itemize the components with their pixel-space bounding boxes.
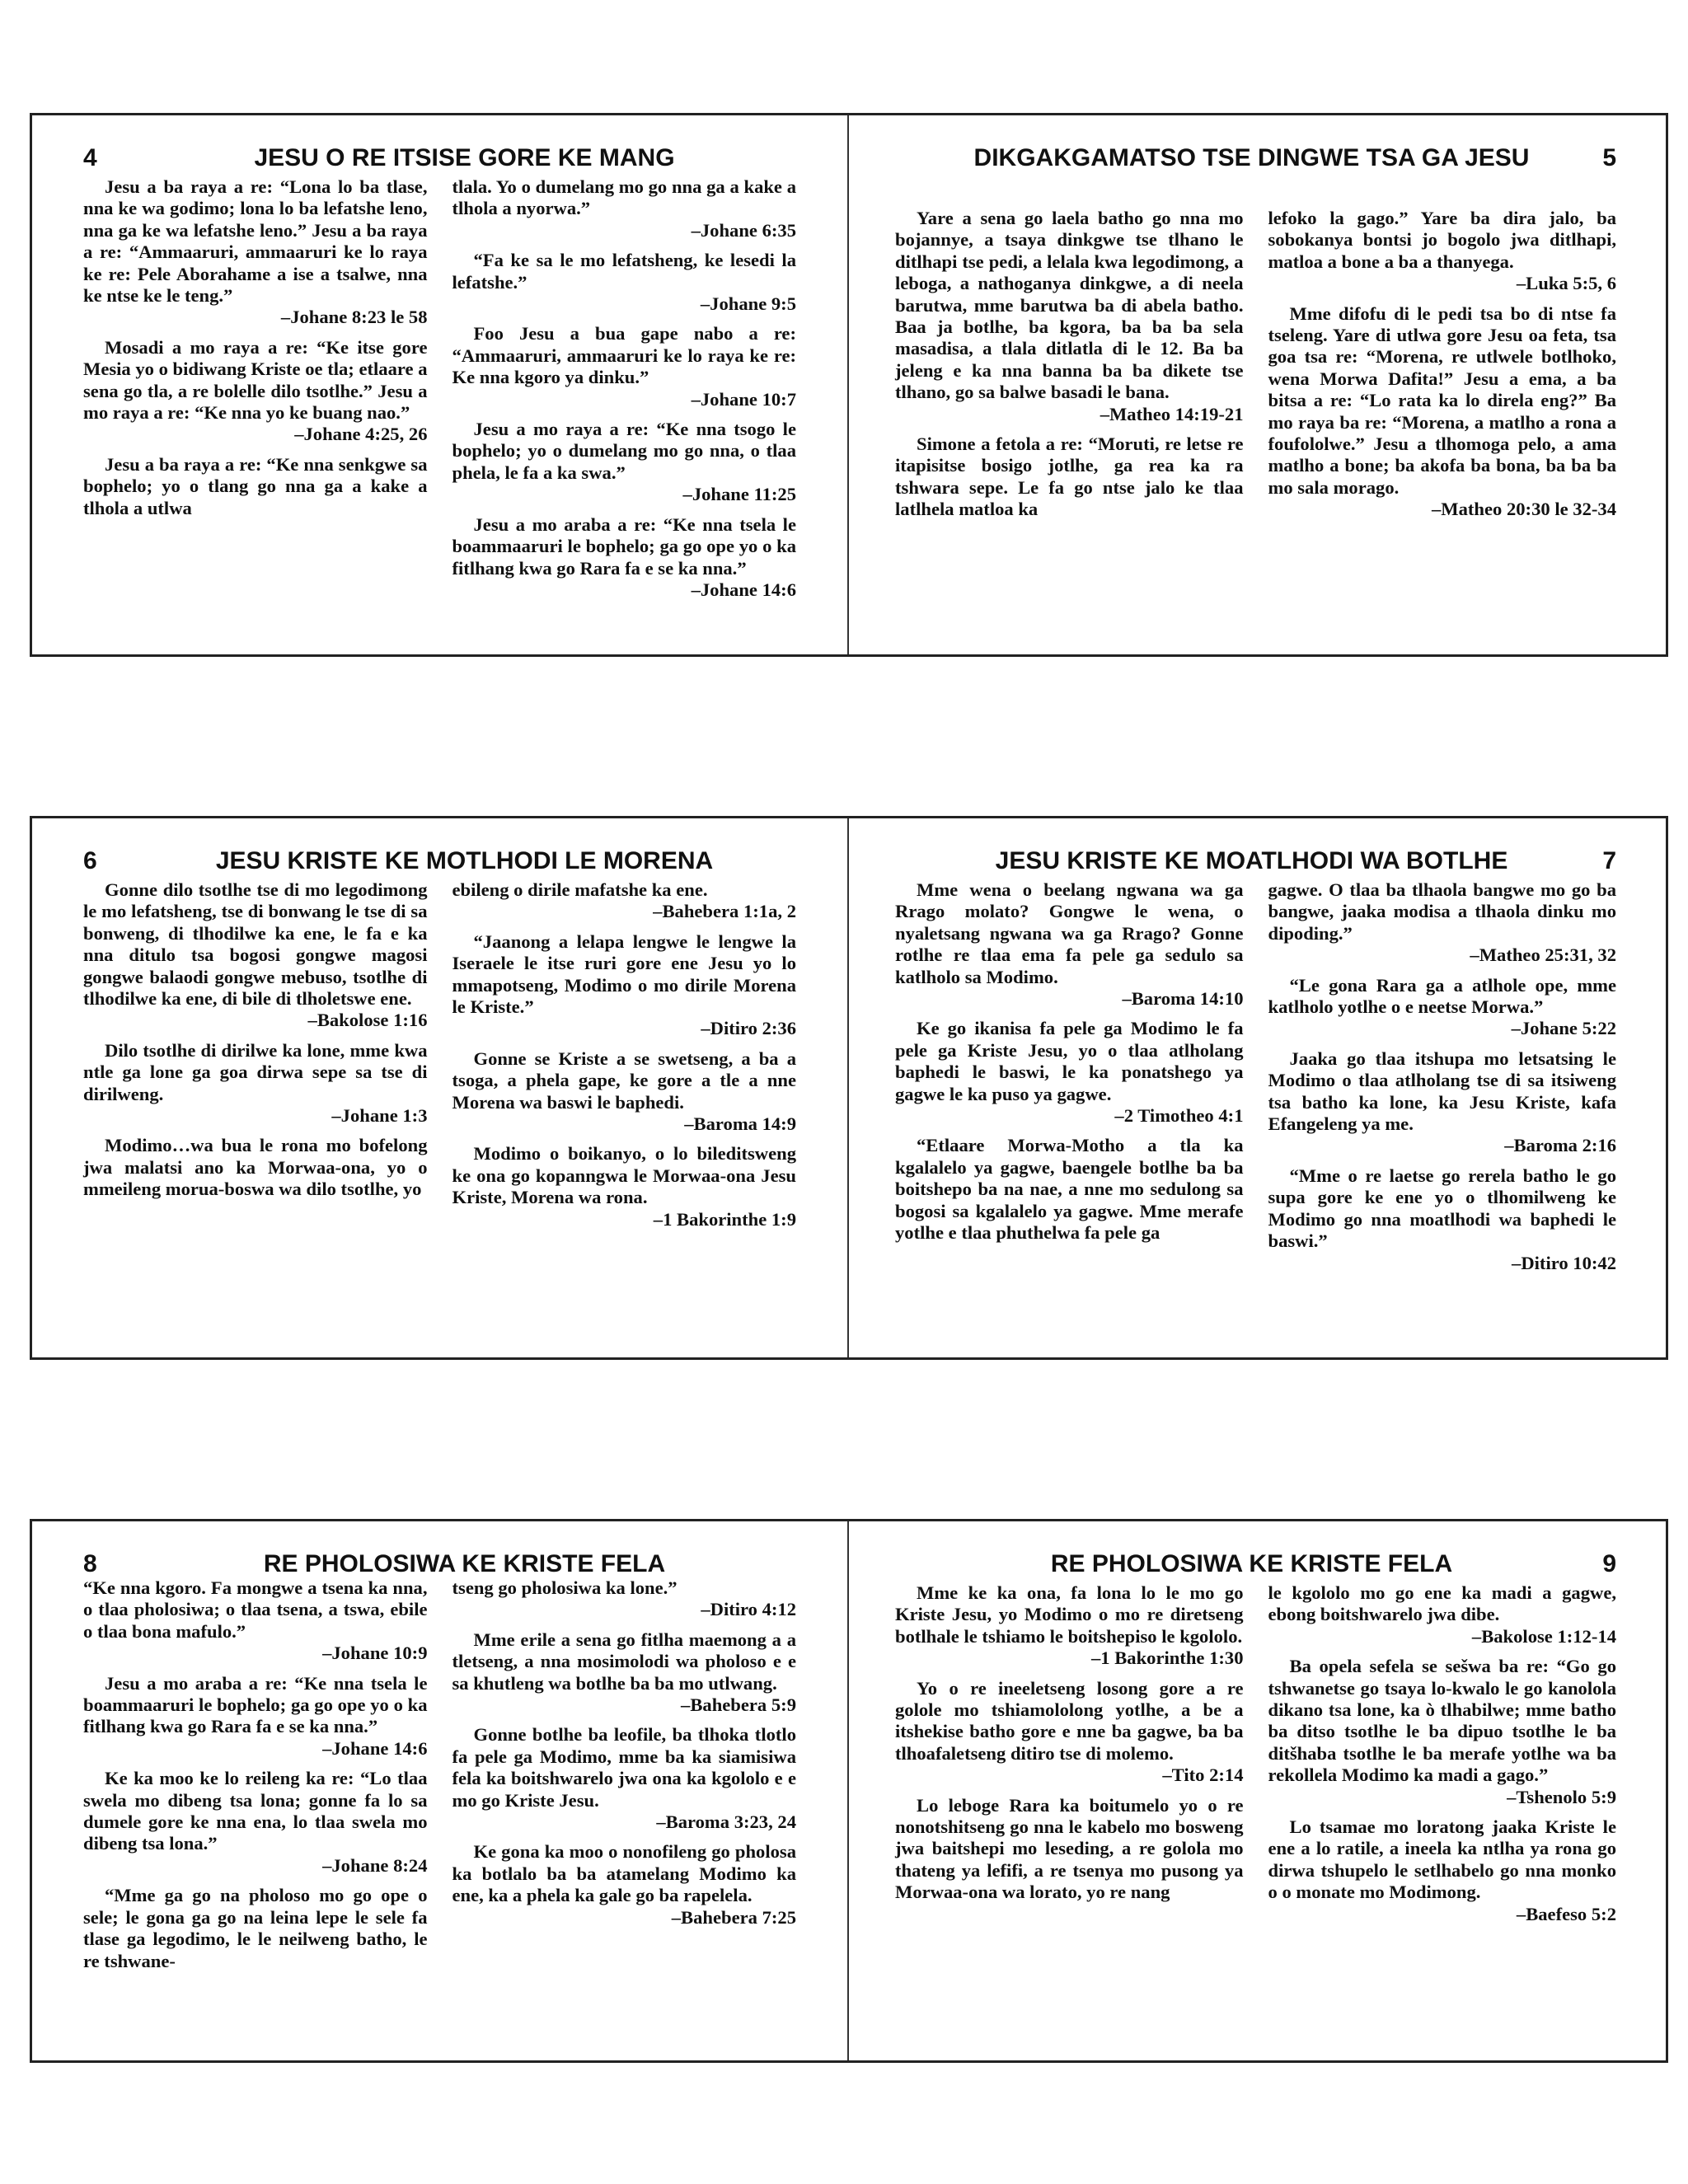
scripture-reference: –Matheo 25:31, 32	[1470, 944, 1616, 966]
scripture-reference: –Ditiro 4:12	[701, 1599, 796, 1620]
columns	[895, 208, 1616, 521]
page-header	[895, 1549, 1616, 1582]
verse-text: Gonne dilo tsotlhe tse di mo legodimong le mo lefatsheng, tse di bonwang le tse di sa bonweng, di tlhodilwe ka ene, le fa e ka nna ditulo tsa bogosi gongwe magosi gongwe balaodi gongwe mebuso, tsotlhe di tlhodilwe ka ene, di bile di tlholetswe ene.	[83, 879, 428, 1010]
verse-paragraph	[452, 419, 797, 506]
verse-paragraph	[1268, 879, 1617, 967]
scripture-reference: –Baroma 3:23, 24	[656, 1811, 796, 1833]
verse-paragraph	[452, 879, 797, 923]
verse-text: Mosadi a mo raya a re: “Ke itse gore Mesia yo o bidiwang Kriste oe tla; etlaare a sena go tla, a re bolelle dilo tsotlhe.” Jesu a mo raya a re: “Ke nna yo ke buang nao.”	[83, 336, 428, 424]
verse-text: Mme ke ka ona, fa lona lo le mo go Kriste Jesu, yo Modimo o mo re diretseng botlhale le tshiamo le boitshepiso le kgololo.	[895, 1582, 1244, 1647]
verse-paragraph	[83, 1673, 428, 1760]
verse-text: tseng go pholosiwa ka lone.”	[452, 1577, 678, 1598]
scripture-reference: –1 Bakorinthe 1:30	[1090, 1647, 1244, 1669]
verse-paragraph	[1268, 1582, 1617, 1647]
column-right	[1268, 1582, 1617, 1925]
column-left	[83, 879, 428, 1230]
scripture-reference: –Baroma 2:16	[1504, 1135, 1616, 1156]
verse-paragraph	[895, 1795, 1244, 1904]
scripture-reference: –Bakolose 1:12-14	[1471, 1625, 1616, 1647]
verse-paragraph	[1268, 1165, 1617, 1274]
verse-text: Mme wena o beelang ngwana wa ga Rrago molato? Gongwe le wena, o nyaletsang ngwana wa ga Rrago? Gonne rotlhe re tlaa ema fa pele ga sedulo sa katlholo sa Modimo.	[895, 879, 1244, 987]
column-left	[895, 1582, 1244, 1925]
scripture-reference: –Matheo 14:19-21	[1100, 403, 1244, 424]
page-title: RE PHOLOSIWA KE KRISTE FELA	[263, 1550, 666, 1577]
verse-text: Simone a fetola a re: “Moruti, re letse re itapisitse bosigo jotlhe, ga rea ka ra tshwara sepe. Le fa go ntse jalo ke tlaa latlhela matloa ka	[895, 434, 1244, 520]
verse-text: Jesu a mo araba a re: “Ke nna tsela le boammaaruri le bophelo; ga go ope yo o ka fitlhang kwa go Rara fa e se ka nna.”	[452, 513, 796, 579]
verse-paragraph	[895, 879, 1244, 1010]
scripture-reference: –Johane 4:25, 26	[294, 424, 428, 445]
verse-text: Yare a sena go laela batho go nna mo bojannye, a tsaya dinkgwe tse tlhano le ditlhapi tse pedi, a lelala kwa legodimong, a leboga, a nathoganya dinkgwe, a di neela barutwa, mme barutwa ba di abela batho. Baa ja botlhe, ba kgora, ba ba ba sela masadisa, a tlala ditlatla di le 12. Ba ba jeleng e ka nna banna ba ba dikete tse tlhano, go sa balwe basadi le bana.	[895, 208, 1244, 403]
verse-paragraph	[83, 1885, 428, 1972]
spread-pages-8-9	[30, 1519, 1668, 2063]
verse-text: “Ke nna kgoro. Fa mongwe a tsena ka nna, o tlaa pholosiwa; o tlaa tsena, a tswa, ebile o tlaa bona mafulo.”	[83, 1577, 428, 1642]
verse-text: lefoko la gago.” Yare ba dira jalo, ba sobokanya bontsi jo bogolo jwa ditlhapi, matloa a bone a ba a thanyega.	[1268, 208, 1616, 272]
verse-paragraph	[452, 931, 797, 1040]
page	[32, 115, 849, 654]
columns	[895, 1582, 1616, 1925]
page-number: 8	[83, 1550, 97, 1577]
verse-text: Jaaka go tlaa itshupa mo letsatsing le Modimo o tlaa atlholang tse di sa itsiweng tsa batho ka lone, ka Jesu Kriste, kafa Efangeleng ya me.	[1268, 1047, 1616, 1135]
verse-paragraph	[83, 1040, 428, 1127]
column-right	[452, 1577, 797, 1972]
verse-paragraph	[452, 1048, 797, 1136]
scripture-reference: –Johane 1:3	[331, 1105, 428, 1127]
verse-text: “Fa ke sa le mo lefatsheng, ke lesedi la lefatshe.”	[452, 250, 796, 293]
scripture-reference: –Johane 5:22	[1511, 1018, 1616, 1039]
page-header	[83, 1549, 796, 1577]
column-right	[452, 879, 797, 1230]
scripture-reference: –Johane 9:5	[700, 293, 796, 315]
verse-text: Ke gona ka moo o nonofileng go pholosa ka botlalo ba ba atamelang Modimo ka ene, ka a phela ka gale go ba rapelela.	[452, 1841, 796, 1906]
verse-paragraph	[895, 208, 1244, 425]
verse-text: Gonne se Kriste a se swetseng, a ba a tsoga, a phela gape, ke gore a tle a nne Morena wa baswi le baphedi.	[452, 1047, 796, 1113]
page-title: JESU O RE ITSISE GORE KE MANG	[254, 144, 675, 171]
verse-paragraph	[83, 454, 428, 519]
verse-paragraph	[1268, 208, 1617, 295]
verse-text: Dilo tsotlhe di dirilwe ka lone, mme kwa ntle ga lone ga goa dirwa sepe sa tse di dirilweng.	[83, 1039, 428, 1104]
verse-paragraph	[452, 1724, 797, 1833]
page-header	[895, 846, 1616, 879]
scripture-reference: –Matheo 20:30 le 32-34	[1431, 499, 1616, 520]
verse-text: Modimo o boikanyo, o lo bileditsweng ke ona go kopanngwa le Morwaa-ona Jesu Kriste, Morena wa rona.	[452, 1143, 796, 1208]
column-left	[895, 208, 1244, 521]
scripture-reference: –1 Bakorinthe 1:9	[653, 1208, 796, 1230]
scripture-reference: –Johane 8:24	[322, 1854, 428, 1876]
column-left	[83, 1577, 428, 1972]
columns	[83, 879, 796, 1230]
verse-paragraph	[83, 1135, 428, 1200]
scripture-reference: –Johane 8:23 le 58	[280, 307, 428, 328]
verse-text: Yo o re ineeletseng losong gore a re golole mo tshiamololong yotlhe, a be a itshekise batho gore e nne ba gagwe, ba ba tlhoafaletseng ditiro tse di molemo.	[895, 1677, 1244, 1764]
page-number: 7	[1602, 847, 1616, 874]
verse-paragraph	[895, 1135, 1244, 1244]
verse-paragraph	[83, 337, 428, 446]
verse-text: Ba opela sefela se sešwa ba re: “Go go tshwanetse go tsaya lo-kwalo le go kanolola dikano tsa lone, ka ò tlhabilwe; mme batho ba ditso tsotlhe le ba dipuo tsotlhe le ba ditšhaba tsotlhe le ba merafe yotlhe wa ba rekollela Modimo ka madi a gago.”	[1268, 1656, 1616, 1786]
scripture-reference: –Ditiro 2:36	[701, 1018, 796, 1039]
page-header	[895, 143, 1616, 208]
spread-pages-6-7	[30, 816, 1668, 1360]
page-number: 5	[1602, 144, 1616, 171]
verse-paragraph	[895, 1582, 1244, 1670]
verse-text: ebileng o dirile mafatshe ka ene.	[452, 879, 708, 900]
verse-paragraph	[83, 879, 428, 1032]
verse-text: Foo Jesu a bua gape nabo a re: “Ammaaruri, ammaaruri ke lo raya ke re: Ke nna kgoro ya dinku.”	[452, 323, 796, 388]
verse-text: Modimo…wa bua le rona mo bofelong jwa malatsi ano ka Morwaa-ona, yo o mmeileng morua-boswa wa dilo tsotlhe, yo	[83, 1135, 428, 1200]
verse-text: Mme difofu di le pedi tsa bo di ntse fa tseleng. Yare di utlwa gore Jesu oa feta, tsa goa tsa re: “Morena, re utlwele botlhoko, wena Morwa Dafita!” Jesu a ema, a ba bitsa a re: “Lo rata ka lo direla eng?” Ba mo raya ba re: “Morena, a matlho a rona a foufololwe.” Jesu a tlhomoga pelo, a ama matlho a bone; ba akofa ba bona, ba ba ba mo sala morago.	[1268, 302, 1616, 498]
column-left	[895, 879, 1244, 1274]
verse-text: Jesu a mo araba a re: “Ke nna tsela le boammaaruri le bophelo; ga go ope yo o ka fitlhang kwa go Rara fa e se ka nna.”	[83, 1672, 428, 1737]
page-title: RE PHOLOSIWA KE KRISTE FELA	[1050, 1550, 1453, 1577]
page	[849, 1521, 1666, 2060]
scripture-reference: –Johane 14:6	[691, 579, 796, 600]
scripture-reference: –Bahebera 7:25	[671, 1906, 796, 1928]
scripture-reference: –Ditiro 10:42	[1512, 1252, 1616, 1273]
verse-paragraph	[1268, 975, 1617, 1040]
columns	[83, 1577, 796, 1972]
page	[849, 818, 1666, 1357]
scripture-reference: –Johane 11:25	[682, 484, 796, 505]
verse-paragraph	[452, 1629, 797, 1717]
verse-text: “Jaanong a lelapa lengwe le lengwe la Iseraele le itse ruri gore ene Jesu yo lo mmapotseng, Modimo o mo dirile Morena le Kriste.”	[452, 930, 796, 1018]
verse-text: Lo leboge Rara ka boitumelo yo o re nonotshitseng go nna le kabelo mo bosweng jwa baitshepi mo leseding, a re golola mo thateng ya lefifi, a re tsenya mo pusong ya Morwaa-ona wa lorato, yo re nang	[895, 1794, 1244, 1903]
verse-text: Jesu a ba raya a re: “Ke nna senkgwe sa bophelo; yo o tlang go nna ga a kake a tlhola a utlwa	[83, 453, 428, 518]
verse-paragraph	[452, 514, 797, 602]
verse-paragraph	[1268, 1048, 1617, 1157]
verse-text: “Mme o re laetse go rerela batho le go supa gore ke ene yo o tlhomilweng ke Modimo go nna moatlhodi wa baphedi le baswi.”	[1268, 1165, 1616, 1252]
page	[32, 818, 849, 1357]
scripture-reference: –Baroma 14:10	[1122, 988, 1244, 1010]
column-right	[1268, 879, 1617, 1274]
verse-paragraph	[1268, 1816, 1617, 1925]
page-number: 6	[83, 847, 97, 874]
verse-text: Gonne botlhe ba leofile, ba tlhoka tlotlo fa pele ga Modimo, mme ba ka siamisiwa fela ka boitshwarelo jwa ona ka kgololo e e mo go Kriste Jesu.	[452, 1724, 796, 1811]
page	[849, 115, 1666, 654]
scripture-reference: –Baroma 14:9	[684, 1113, 796, 1135]
verse-paragraph	[452, 176, 797, 241]
scripture-reference: –Tito 2:14	[1162, 1765, 1244, 1786]
verse-text: “Le gona Rara ga a atlhole ope, mme katlholo yotlhe o e neetse Morwa.”	[1268, 974, 1616, 1018]
verse-text: gagwe. O tlaa ba tlhaola bangwe mo go ba bangwe, jaaka modisa a tlhaola dinku mo dipoding.”	[1268, 879, 1616, 944]
scripture-reference: –Bakolose 1:16	[307, 1010, 428, 1031]
page-number: 4	[83, 144, 97, 171]
verse-text: Ke ka moo ke lo reileng ka re: “Lo tlaa swela mo dibeng tsa lona; gonne fa lo sa dumele gore ke nna ena, lo tlaa swela mo dibeng tsa lona.”	[83, 1768, 428, 1854]
verse-text: Mme erile a sena go fitlha maemong a a tletseng, a nna mosimolodi wa pholoso e e sa khutleng wa botlhe ba ba mo utlwang.	[452, 1629, 796, 1694]
spread-pages-4-5	[30, 113, 1668, 657]
column-right	[452, 176, 797, 601]
page-title: JESU KRISTE KE MOATLHODI WA BOTLHE	[995, 847, 1508, 874]
page-header	[83, 143, 796, 176]
scripture-reference: –Johane 14:6	[322, 1737, 428, 1759]
page	[32, 1521, 849, 2060]
scripture-reference: –Johane 6:35	[691, 219, 796, 241]
verse-paragraph	[83, 1577, 428, 1665]
scripture-reference: –Tshenolo 5:9	[1507, 1786, 1616, 1807]
scripture-reference: –Bahebera 5:9	[681, 1694, 796, 1716]
verse-paragraph	[83, 1768, 428, 1877]
verse-paragraph	[452, 323, 797, 410]
page-title: DIKGAKGAMATSO TSE DINGWE TSA GA JESU	[973, 144, 1530, 171]
verse-paragraph	[83, 176, 428, 329]
page-title: JESU KRISTE KE MOTLHODI LE MORENA	[215, 847, 714, 874]
column-right	[1268, 208, 1617, 521]
page-number: 9	[1602, 1550, 1616, 1577]
columns	[83, 176, 796, 601]
scripture-reference: –Bahebera 1:1a, 2	[653, 901, 796, 922]
scripture-reference: –Luka 5:5, 6	[1516, 273, 1616, 294]
verse-paragraph	[895, 434, 1244, 521]
verse-text: Lo tsamae mo loratong jaaka Kriste le ene a lo ratile, a ineela ka ntlha ya rona go dirwa tshupelo le setlhabelo go nna monko o o monate mo Modimong.	[1268, 1816, 1616, 1903]
columns	[895, 879, 1616, 1274]
verse-paragraph	[895, 1678, 1244, 1787]
verse-text: “Etlaare Morwa-Motho a tla ka kgalalelo ya gagwe, baengele botlhe ba ba boitshepo ba na nae, a nne mo sedulong sa bogosi sa kgalalelo ya gagwe. Mme merafe yotlhe e tlaa phuthelwa fa pele ga	[895, 1135, 1244, 1244]
verse-paragraph	[895, 1018, 1244, 1127]
verse-paragraph	[452, 1143, 797, 1230]
page-header	[83, 846, 796, 879]
verse-text: “Mme ga go na pholoso mo go ope o sele; le gona ga go na leina lepe le sele fa tlase ga legodimo, le le neilweng batho, le re tshwane-	[83, 1885, 428, 1971]
verse-text: Ke go ikanisa fa pele ga Modimo le fa pele ga Kriste Jesu, yo o tlaa atlholang baphedi le baswi, le ka ponatshego ya gagwe le ka puso ya gagwe.	[895, 1018, 1244, 1104]
verse-paragraph	[1268, 1656, 1617, 1808]
scripture-reference: –2 Timotheo 4:1	[1114, 1105, 1244, 1127]
verse-paragraph	[1268, 303, 1617, 521]
scripture-reference: –Johane 10:9	[322, 1643, 428, 1664]
verse-paragraph	[452, 250, 797, 315]
verse-text: le kgololo mo go ene ka madi a gagwe, ebong boitshwarelo jwa dibe.	[1268, 1582, 1616, 1625]
verse-paragraph	[452, 1841, 797, 1929]
scripture-reference: –Johane 10:7	[691, 388, 796, 410]
column-left	[83, 176, 428, 601]
verse-text: Jesu a ba raya a re: “Lona lo ba tlase, nna ke wa godimo; lona lo ba lefatshe leno, nna ga ke wa lefatshe leno.” Jesu a ba raya a re: “Ammaaruri, ammaaruri ke lo raya ke re: Pele Aborahame a ise a tsalwe, nna ke ntse ke le teng.”	[83, 176, 428, 307]
verse-text: tlala. Yo o dumelang mo go nna ga a kake a tlhola a nyorwa.”	[452, 176, 796, 219]
scripture-reference: –Baefeso 5:2	[1516, 1903, 1616, 1924]
verse-paragraph	[452, 1577, 797, 1621]
verse-text: Jesu a mo raya a re: “Ke nna tsogo le bophelo; yo o dumelang mo go nna, o tlaa phela, le fa a ka swa.”	[452, 419, 796, 483]
